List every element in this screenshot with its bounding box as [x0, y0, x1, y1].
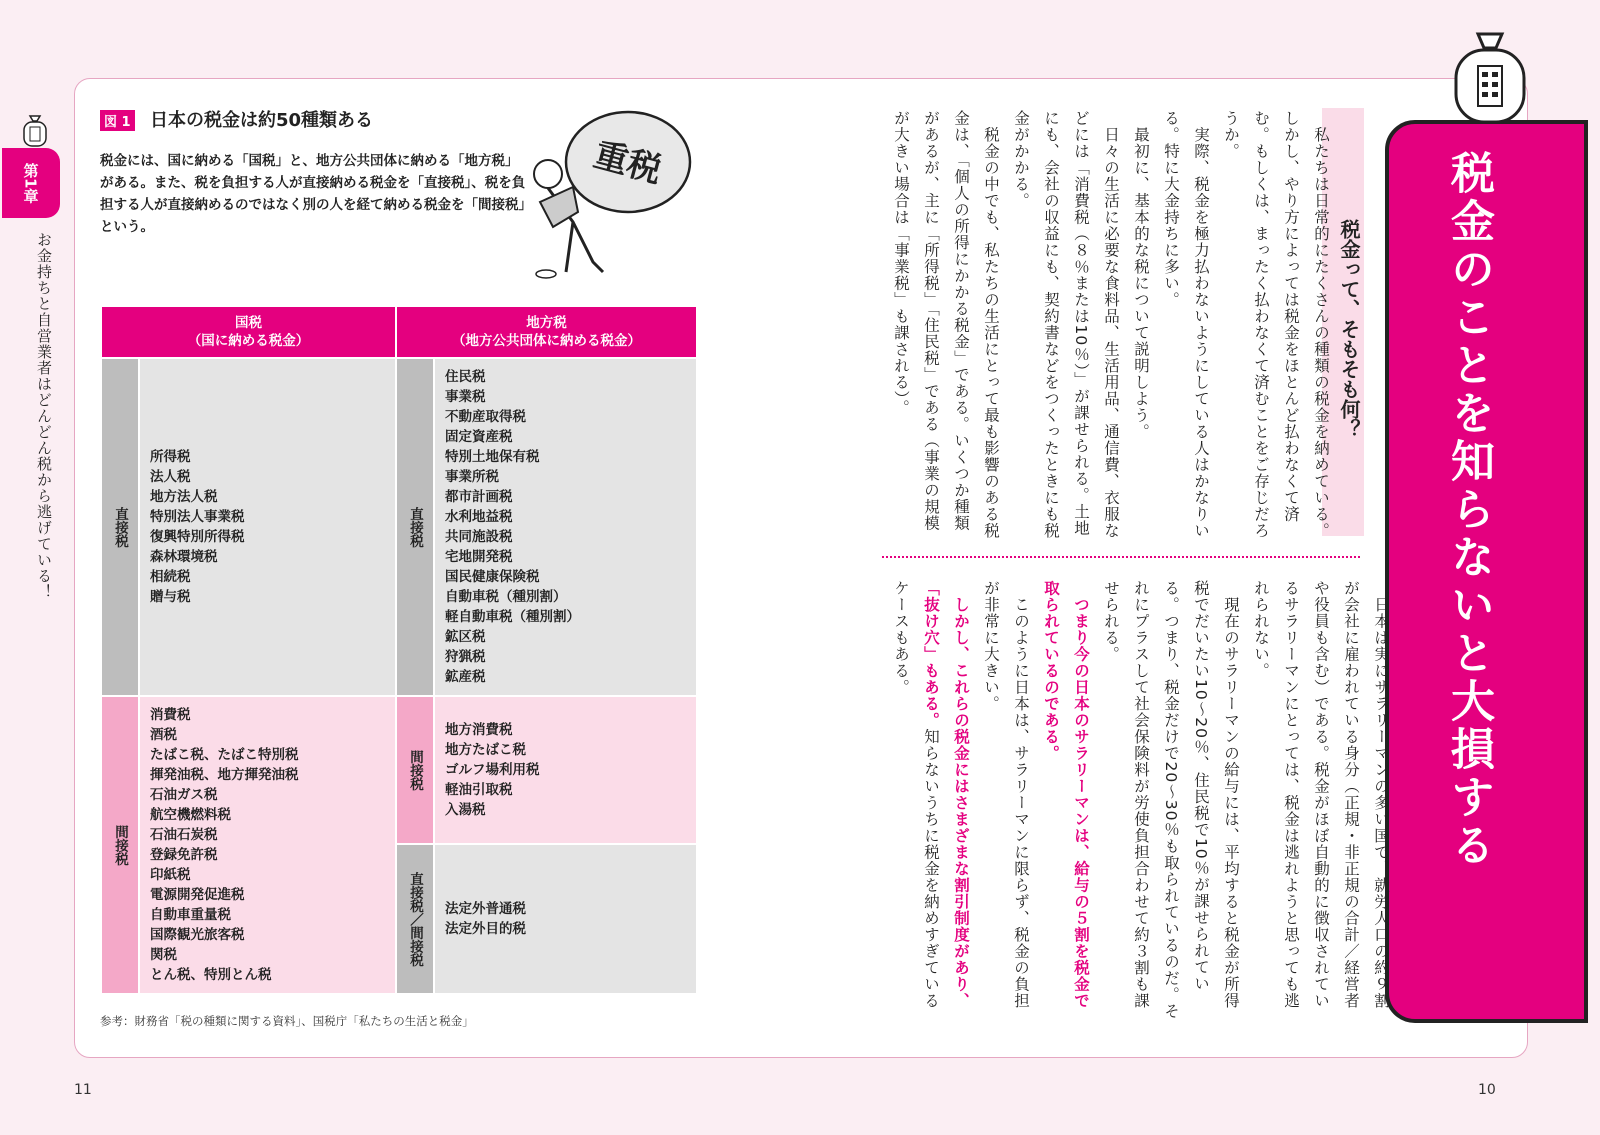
- category-local-direct: 直接税: [397, 359, 433, 695]
- local-both-list: 法定外普通税 法定外目的税: [435, 845, 696, 993]
- paragraph: 税金の中でも、私たちの生活にとって最も影響のある税金は、「個人の所得にかかる税金」である。いくつか種類があるが、主に「所得税」「住民税」である（事業の規模が大きい場合は「事業税」も課される）。: [892, 110, 1000, 539]
- chapter-title: 税金のことを知らないと大損する: [1443, 150, 1494, 870]
- chapter-tab-label: 第1章: [21, 162, 40, 204]
- paragraph: 日々の生活に必要な食料品、生活用品、通信費、衣服などには「消費税（８％または10％）」が課せられる。土地にも、会社の収益にも、契約書などをつくったときにも税金がかかる。: [1012, 110, 1120, 539]
- section-divider: [882, 556, 1360, 558]
- body-section-1: [886, 110, 1336, 540]
- local-direct-list: 住民税 事業税 不動産取得税 固定資産税 特別土地保有税 事業所税 都市計画税 水利地益税 共同施設税 宅地開発税 国民健康保険税 自動車税（種別割） 軽自動車税（種別割） 鉱区税 狩猟税 鉱産税: [435, 359, 696, 695]
- illustration-text: 重税: [589, 134, 666, 192]
- heavy-tax-illustration: [518, 92, 698, 292]
- national-indirect-list: 消費税 酒税 たばこ税、たばこ特別税 揮発油税、地方揮発油税 石油ガス税 航空機燃料税 石油石炭税 登録免許税 印紙税 電源開発促進税 自動車重量税 国際観光旅客税 関税 とん税、特別とん税: [140, 697, 395, 993]
- chapter-running-title: お金持ちと自営業者はどんどん税から逃げている！: [35, 232, 53, 600]
- paragraph: 私たちは日常的にたくさんの種類の税金を納めている。しかし、やり方によっては税金をほとんど払わなくて済む。もしくは、まったく払わなくて済むことをご存じだろうか。: [1222, 110, 1330, 539]
- figure-description: 税金には、国に納める「国税」と、地方公共団体に納める「地方税」がある。また、税を負担する人が直接納める税金を「直接税」、税を負担する人が直接納めるのではなく別の人を経て納める税金を「間接税」という。: [100, 153, 526, 235]
- local-indirect-list: 地方消費税 地方たばこ税 ゴルフ場利用税 軽油引取税 入湯税: [435, 697, 696, 843]
- paragraph: 現在のサラリーマンの給与には、平均すると税金が所得税でだいたい10〜20％、住民税で10％が課せられている。つまり、税金だけで20〜30％も取られているのだ。それにプラスして社会保険料が労使負担合わせて約３割も課せられる。: [1102, 580, 1240, 1020]
- money-bag-icon: [20, 112, 50, 148]
- chapter-tab: [2, 148, 60, 218]
- figure-source: 参考：財務省「税の種類に関する資料」、国税庁「私たちの生活と税金」: [100, 1014, 474, 1028]
- header-national: 国税 （国に納める税金）: [102, 307, 395, 357]
- paragraph: 実際、税金を極力払わないようにしている人はかなりいる。特に大金持ちに多い。: [1162, 110, 1210, 539]
- paragraph: このように日本は、サラリーマンに限らず、税金の負担が非常に大きい。: [982, 580, 1030, 1009]
- category-local-both: 直接税／間接税: [397, 845, 433, 993]
- section-heading: 税金って、そもそも何？: [1322, 108, 1364, 536]
- paragraph: 最初に、基本的な税について説明しよう。: [1132, 110, 1150, 440]
- money-bag-building-icon: [1450, 30, 1530, 125]
- highlight-paragraph: つまり今の日本のサラリーマンは、給与の５割を税金で取られているのである。: [1042, 580, 1090, 1009]
- page-number-right: 10: [1478, 1082, 1496, 1098]
- tax-table: [100, 305, 698, 995]
- page-number-left: 11: [74, 1082, 92, 1098]
- category-local-indirect: 間接税: [397, 697, 433, 843]
- category-national-direct: 直接税: [102, 359, 138, 695]
- category-national-indirect: 間接税: [102, 697, 138, 993]
- paragraph-tail: 知らないうちに税金を納めすぎているケースもある。: [892, 580, 940, 1009]
- paragraph: 日本は実にサラリーマンの多い国で、就労人口の約９割が会社に雇われている身分（正規・非正規の合計／経営者や役員も含む）である。税金がほぼ自動的に徴収されているサラリーマンにとっては、税金は逃れようと思っても逃れられない。: [1252, 580, 1390, 1009]
- highlight-text: しかし、これらの税金にはさまざまな割引制度があり、「抜け穴」もある。: [922, 580, 970, 1009]
- body-section-2: [886, 580, 1396, 1020]
- national-direct-list: 所得税 法人税 地方法人税 特別法人事業税 復興特別所得税 森林環境税 相続税 贈与税: [140, 359, 395, 695]
- figure-label: 図 1: [100, 110, 135, 131]
- header-local: 地方税 （地方公共団体に納める税金）: [397, 307, 696, 357]
- figure-title: 日本の税金は約50種類ある: [150, 110, 374, 131]
